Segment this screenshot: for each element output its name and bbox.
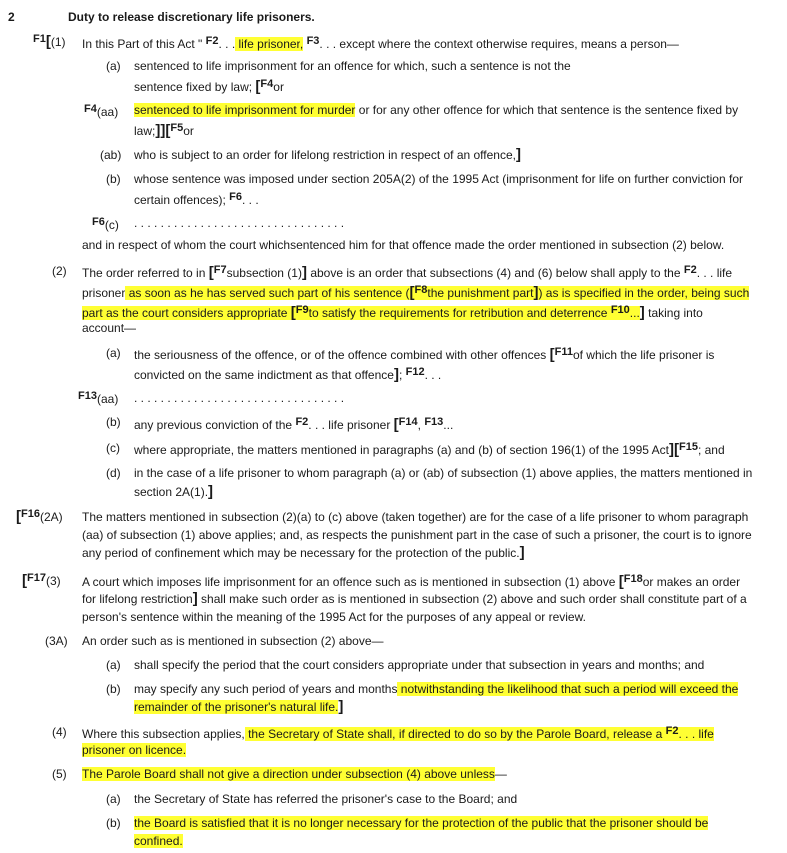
subsection-label: (5) xyxy=(52,767,67,781)
subsection-2-line-4: account— xyxy=(82,321,137,335)
annotation-f10[interactable]: F10 xyxy=(610,304,630,316)
subsection-3-text-3: person's sentence within the meaning of the 1995 Act for the purposes of any appeal or review. xyxy=(82,610,586,624)
paragraph-2a-text: the seriousness of the offence, or of the offence combined with other offences [F11of which the life prisoner is xyxy=(134,346,715,363)
annotation-f2[interactable]: F2 xyxy=(683,264,697,276)
annotation-f18[interactable]: F18 xyxy=(623,573,643,585)
subsection-2A-text-2: (aa) of subsection (1) above applies; and, as respects the punishment part in the case of such a prisoner, the court is to ignore xyxy=(82,528,752,542)
paragraph-label: (d) xyxy=(106,466,121,480)
subsection-2A-label: [F16(2A) xyxy=(16,508,63,525)
annotation-f2[interactable]: F2 xyxy=(665,725,679,737)
paragraph-label: (c) xyxy=(106,441,120,455)
subsection-3-text: A court which imposes life imprisonment for an offence such as is mentioned in subsection (1) above [F18or makes an order xyxy=(82,573,741,590)
subsection-2-line-1: The order referred to in [F7subsection (1)] above is an order that subsections (4) and (6) below shall apply to the F2. . . life xyxy=(82,264,733,281)
highlight: life prisoner xyxy=(235,37,300,51)
paragraph-aa-label: F4(aa) xyxy=(84,103,119,119)
highlight: as soon as he has served such part of his sentence ([F8the punishment part]) as is specified in the order, being such xyxy=(125,284,750,301)
subsection-label: (4) xyxy=(52,725,67,739)
paragraph-label: (a) xyxy=(106,346,121,360)
annotation-f2[interactable]: F2 xyxy=(205,35,219,47)
paragraph-2d-text-2: section 2A(1).] xyxy=(134,483,214,500)
paragraph-label: (b) xyxy=(106,682,121,696)
paragraph-5b-text xyxy=(134,815,708,831)
annotation-f6[interactable]: F6 xyxy=(92,216,105,228)
annotation-f9[interactable]: F9 xyxy=(295,304,309,316)
annotation-f14[interactable]: F14 xyxy=(398,416,418,428)
paragraph-3Ab-text: may specify any such period of years and months notwithstanding the likelihood that such a period will exceed the xyxy=(134,682,739,696)
annotation-f11[interactable]: F11 xyxy=(554,346,573,358)
subsection-4-text: Where this subsection applies, the Secretary of State shall, if directed to do so by the Parole Board, release a F2. . . life xyxy=(82,725,714,741)
annotation-f8[interactable]: F8 xyxy=(414,284,428,296)
paragraph-a-text: sentenced to life imprisonment for an offence for which, such a sentence is not the xyxy=(134,59,571,73)
repealed-dots: . . . . . . . . . . . . . . . . . . . . . . . . . . . . . . . . xyxy=(134,391,345,405)
paragraph-label: (b) xyxy=(106,415,121,429)
highlight: part as the court considers appropriate [F9to satisfy the requirements for retribution and deterrence F10... xyxy=(82,304,640,321)
annotation-f16[interactable]: F16 xyxy=(21,508,40,520)
paragraph-label: (ab) xyxy=(100,148,122,162)
paragraph-3Aa-text: shall specify the period that the court considers appropriate under that subsection in years and months; and xyxy=(134,658,705,672)
paragraph-label: (b) xyxy=(106,816,121,830)
paragraph-c-label: F6(c) xyxy=(92,216,119,232)
subsection-4-text-2 xyxy=(82,742,186,758)
annotation-f1[interactable]: F1 xyxy=(33,33,46,45)
highlight: prisoner on licence. xyxy=(82,743,187,757)
paragraph-2a-text-2: convicted on the same indictment as that offence]; F12. . . xyxy=(134,366,442,383)
highlight: the Secretary of State shall, if directed to do so by the Parole Board, release a F2. . . life xyxy=(244,725,714,741)
annotation-f4[interactable]: F4 xyxy=(84,103,97,115)
highlight: sentenced to life imprisonment for murder xyxy=(134,103,356,117)
paragraph-label: (b) xyxy=(106,172,121,186)
section-number: 2 xyxy=(8,10,15,24)
paragraph-aa-text: sentenced to life imprisonment for murder or for any other offence for which that sentence is the sentence fixed by xyxy=(134,103,739,117)
paragraph-label: (a) xyxy=(106,59,121,73)
subsection-2-line-3: part as the court considers appropriate [F9to satisfy the requirements for retribution and deterrence F10...] taking into xyxy=(82,304,703,321)
section-title: Duty to release discretionary life prisoners. xyxy=(68,10,315,24)
subsection-label: (2) xyxy=(52,264,67,278)
highlight: notwithstanding the likelihood that such a period will exceed the xyxy=(397,682,739,696)
subsection-3A-text: An order such as is mentioned in subsection (2) above— xyxy=(82,634,384,648)
paragraph-aa-text-2: law;]][F5or xyxy=(134,122,194,139)
subsection-2A-text: The matters mentioned in subsection (2)(a) to (c) above (taken together) are for the case of a life prisoner to whom paragraph xyxy=(82,510,749,524)
paragraph-2c-text: where appropriate, the matters mentioned in paragraphs (a) and (b) of section 196(1) of the 1995 Act][F15; and xyxy=(134,441,725,458)
subsection-1-closing: and in respect of whom the court whichsentenced him for that offence made the order mentioned in subsection (2) below. xyxy=(82,238,725,252)
paragraph-5a-text: the Secretary of State has referred the prisoner's case to the Board; and xyxy=(134,792,518,806)
annotation-f6[interactable]: F6 xyxy=(229,191,243,203)
annotation-f17[interactable]: F17 xyxy=(27,572,46,584)
subsection-3-label: [F17(3) xyxy=(22,572,61,589)
subsection-1: F1[(1) xyxy=(33,33,66,50)
paragraph-ab-text: who is subject to an order for lifelong restriction in respect of an offence,] xyxy=(134,146,521,163)
paragraph-2d-text: in the case of a life prisoner to whom paragraph (a) or (ab) of subsection (1) above applies, the matters mentioned in xyxy=(134,466,753,480)
annotation-f2[interactable]: F2 xyxy=(295,416,309,428)
annotation-f7[interactable]: F7 xyxy=(213,264,227,276)
paragraph-a-text-2: sentence fixed by law; [F4or xyxy=(134,78,284,95)
paragraph-5b-text-2 xyxy=(134,833,183,849)
annotation-f15[interactable]: F15 xyxy=(678,441,698,453)
annotation-f3[interactable]: F3 xyxy=(306,35,320,47)
paragraph-3Ab-text-2: remainder of the prisoner's natural life.] xyxy=(134,698,344,715)
annotation-f4[interactable]: F4 xyxy=(260,78,274,90)
highlight: confined. xyxy=(134,834,183,848)
subsection-1-text: In this Part of this Act " F2. . . life prisoner, F3. . . except where the context otherwise requires, means a person— xyxy=(82,35,679,51)
subsection-5-text: The Parole Board shall not give a direction under subsection (4) above unless— xyxy=(82,767,507,781)
highlight: The Parole Board shall not give a direction under subsection (4) above unless xyxy=(82,767,495,781)
repealed-dots: . . . . . . . . . . . . . . . . . . . . . . . . . . . . . . . . xyxy=(134,216,345,230)
paragraph-b-text-2: certain offences); F6. . . xyxy=(134,191,259,207)
paragraph-aa-label: F13(aa) xyxy=(78,390,119,406)
annotation-f13[interactable]: F13 xyxy=(78,390,97,402)
annotation-f13[interactable]: F13 xyxy=(424,416,444,428)
subsection-2-line-2: prisoner as soon as he has served such part of his sentence ([F8the punishment part]) as is specified in the order, being such xyxy=(82,284,750,301)
highlight: remainder of the prisoner's natural life. xyxy=(134,700,339,714)
subsection-3-text-2: for lifelong restriction] shall make such order as is mentioned in subsection (2) above and such order shall constitute part of a xyxy=(82,590,747,607)
subsection-2A-text-3: any period of confinement which may be necessary for the protection of the public.] xyxy=(82,544,525,561)
paragraph-2b-text: any previous conviction of the F2. . . life prisoner [F14, F13... xyxy=(134,416,454,433)
paragraph-label: (a) xyxy=(106,658,121,672)
highlight: the Board is satisfied that it is no longer necessary for the protection of the public that the prisoner should be xyxy=(134,816,709,830)
paragraph-label: (a) xyxy=(106,792,121,806)
annotation-f5[interactable]: F5 xyxy=(170,122,184,134)
annotation-f12[interactable]: F12 xyxy=(405,366,425,378)
paragraph-b-text: whose sentence was imposed under section 205A(2) of the 1995 Act (imprisonment for life on further conviction for xyxy=(134,172,743,186)
subsection-label: (3A) xyxy=(45,634,68,648)
